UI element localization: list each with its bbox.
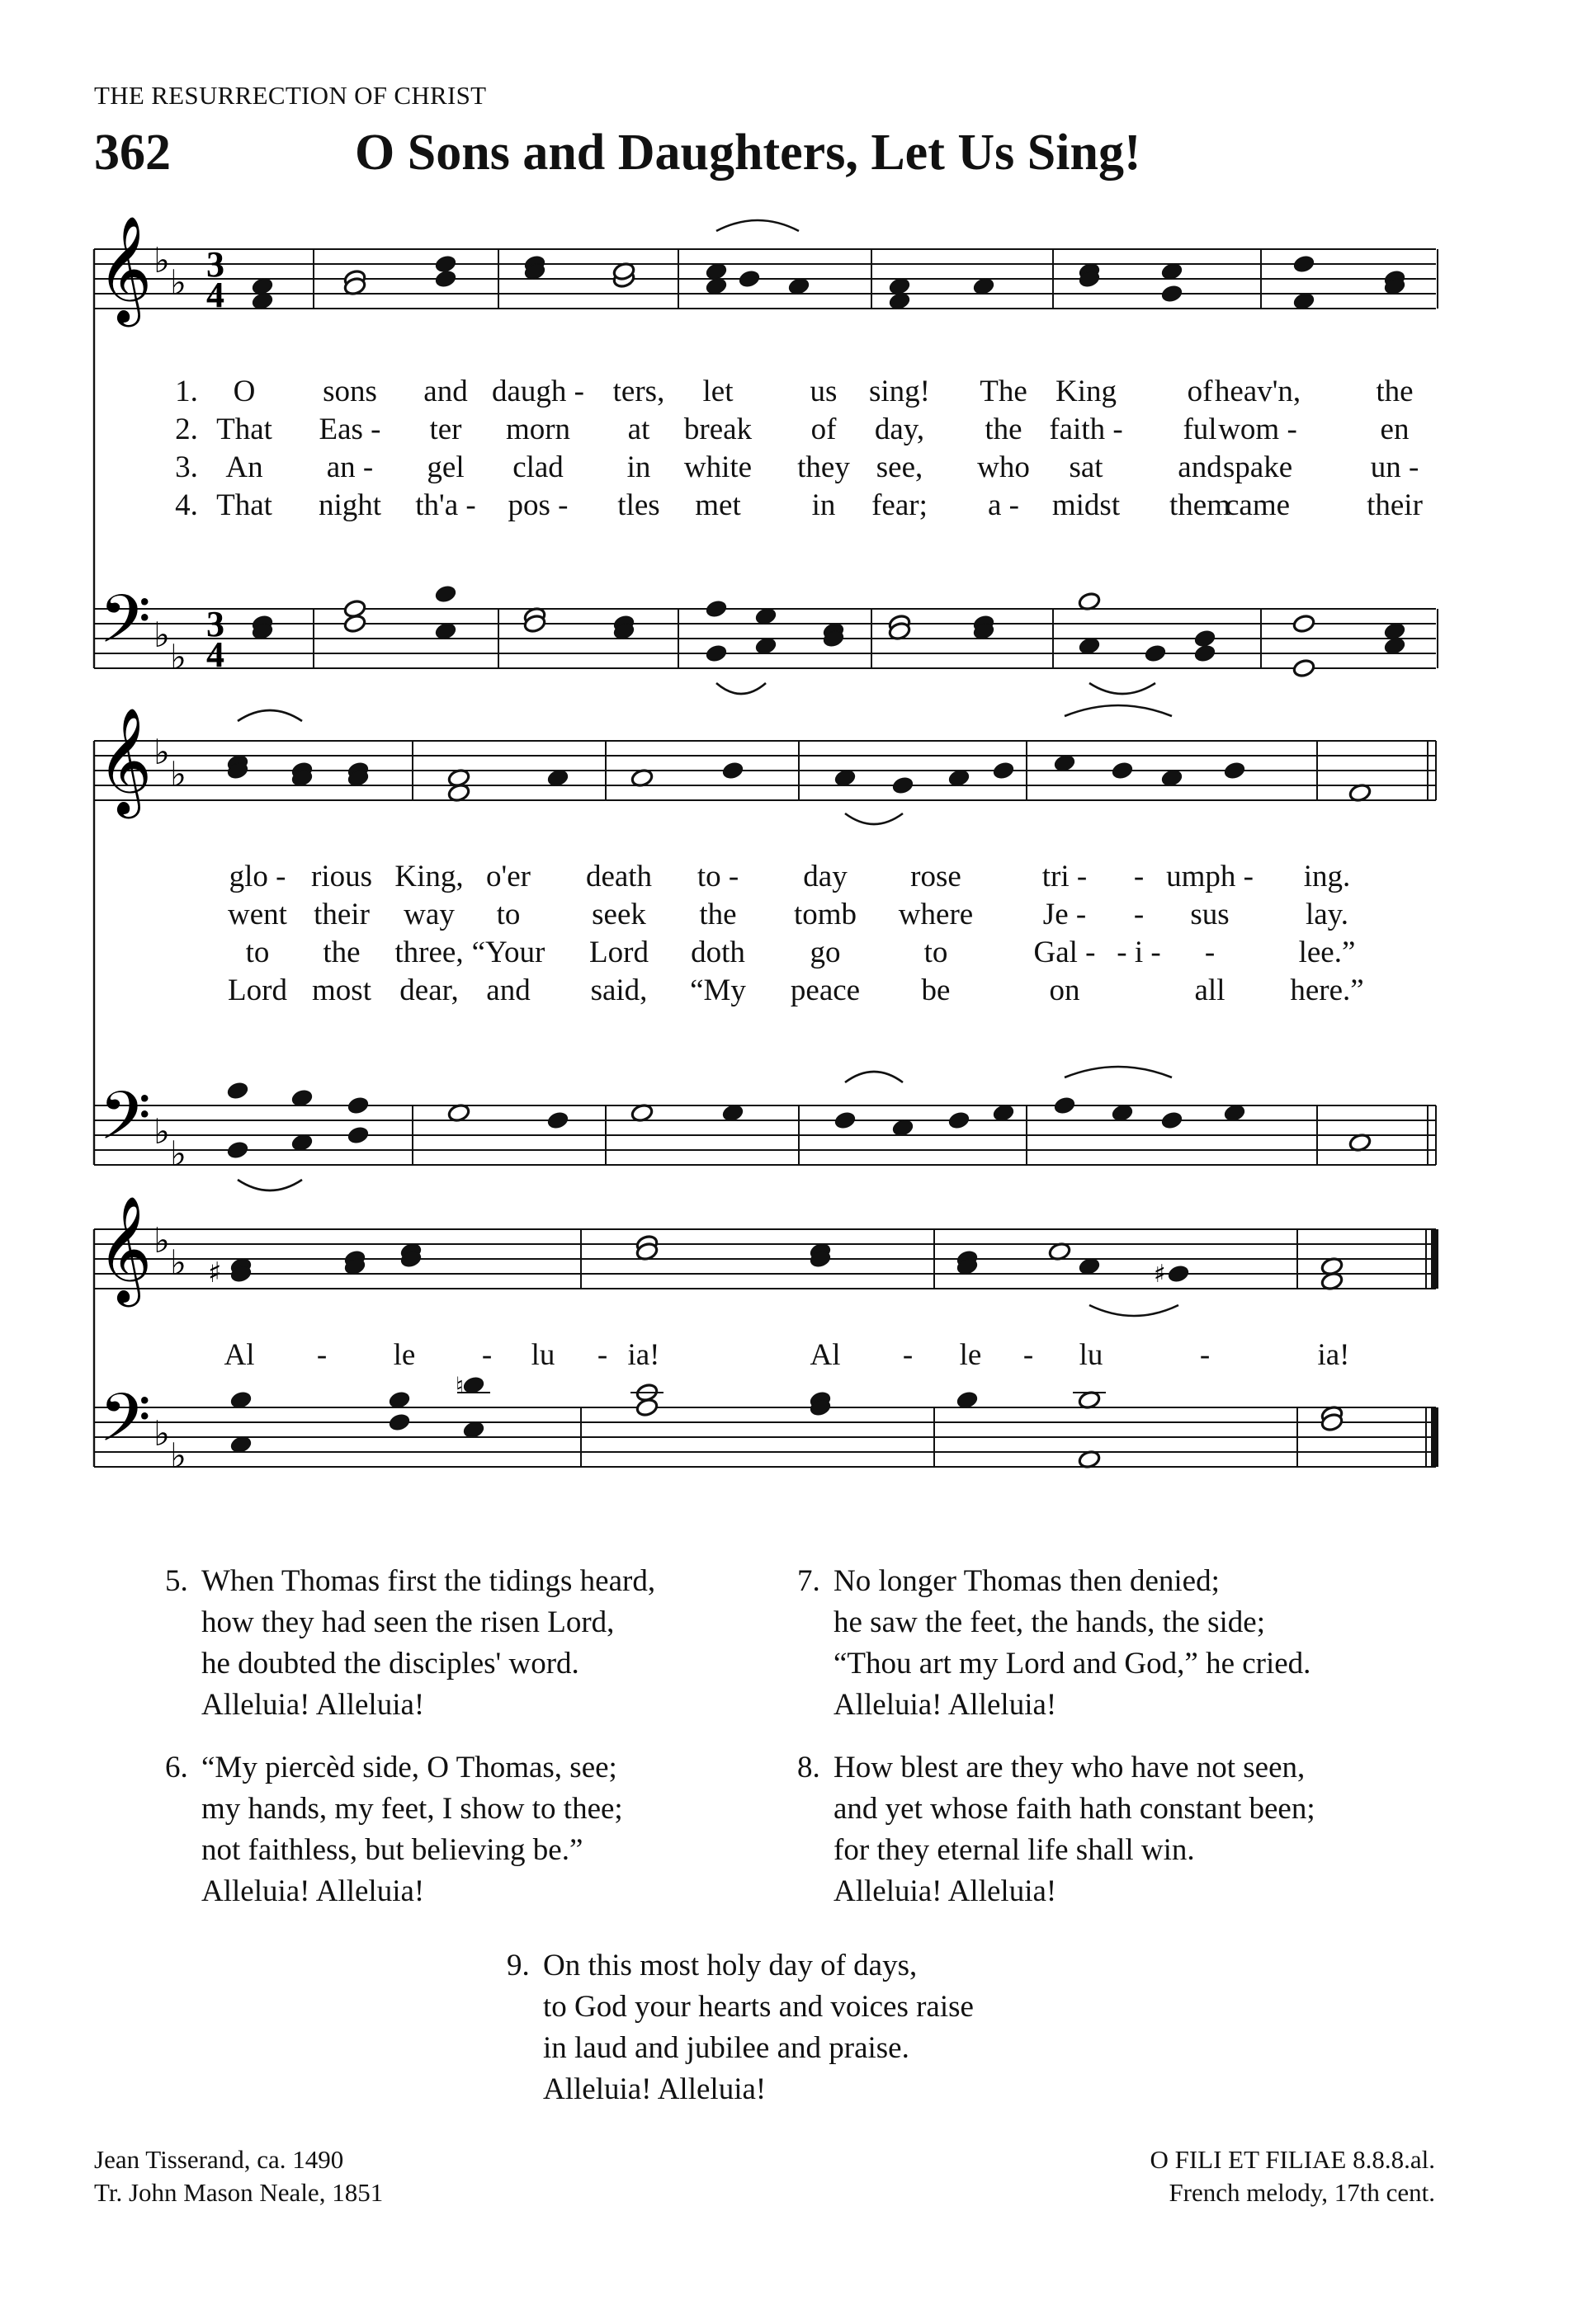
lyric-syllable: tomb [793,898,857,931]
lyric-syllable: - [902,1338,914,1372]
time-signature-top: 3 [206,244,224,285]
lyric-syllable: - [1133,860,1145,893]
lyric-syllable: Al [224,1338,255,1372]
lyric-syllable: glo - [229,860,286,893]
lyric-syllable: lu [531,1338,555,1372]
lyric-syllable: spake [1222,450,1293,484]
flat-sign-icon: ♭ [170,1435,187,1476]
translator-credit: Tr. John Mason Neale, 1851 [94,2178,384,2207]
verse-8 [797,1747,1315,1912]
note-head [347,1125,370,1145]
verse-number: 5. [165,1564,188,1598]
lyric-syllable: peace [790,973,861,1007]
note-head [992,761,1015,780]
lyric-syllable: rious [311,860,372,893]
slur [845,813,903,824]
lyric-syllable: Je - [1042,898,1087,931]
note-head [1053,1096,1076,1115]
lyric-syllable: o'er [486,860,531,893]
lyric-syllable: white [683,450,753,484]
bass-clef-icon: 𝄢 [99,1379,152,1473]
verse-line: Alleluia! Alleluia! [201,1688,425,1722]
verse-6 [165,1747,623,1912]
note-head [1193,629,1216,648]
verse-line: he doubted the disciples' word. [201,1647,579,1681]
lyric-syllable: be [921,973,951,1007]
lyric-syllable: “My [690,973,746,1007]
lyric-syllable: way [404,898,455,931]
lyric-syllable: sing! [869,375,930,408]
note-head [1223,761,1246,780]
lyric-syllable: faith - [1049,412,1123,446]
lyric-syllable: the [1376,375,1414,408]
slur [1089,683,1155,694]
lyric-syllable: came [1225,488,1291,522]
flat-sign-icon: ♭ [170,637,187,677]
lyric-syllable: ter [429,412,462,446]
lyric-syllable: ing. [1303,860,1351,893]
hymn-title: O Sons and Daughters, Let Us Sing! [355,125,1141,181]
section-label: THE RESURRECTION OF CHRIST [94,81,487,110]
lyric-syllable: ia! [627,1338,660,1372]
lyric-syllable: wom - [1218,412,1297,446]
lyric-syllable: the [699,898,737,931]
lyric-syllable: ters, [612,375,665,408]
natural-sign-icon: ♮ [456,1372,465,1399]
lyric-syllable: the [985,412,1022,446]
note-head [635,1398,659,1417]
lyric-syllable: sat [1069,450,1103,484]
note-head [721,761,744,780]
bass-clef-icon: 𝄢 [99,1077,152,1171]
lyric-syllable: a - [988,488,1019,522]
sharp-sign-icon: ♯ [208,1256,222,1289]
lyric-syllable: gel [427,450,465,484]
lyric-syllable: most [312,973,371,1007]
note-head [343,614,366,634]
verse-line: my hands, my feet, I show to thee; [201,1792,623,1826]
verse-line: How blest are they who have not seen, [834,1751,1306,1784]
lyric-syllable: to - [697,860,739,893]
flat-sign-icon: ♭ [153,1413,170,1454]
flat-sign-icon: ♭ [170,1242,187,1283]
bass-clef-icon: 𝄢 [99,581,152,675]
note-head [705,643,728,663]
lyric-syllable: midst [1051,488,1121,522]
flat-sign-icon: ♭ [153,1220,170,1261]
lyric-syllable: un - [1370,450,1419,484]
lyric-syllable: Lord [228,973,287,1007]
verse-line: not faithless, but believing be.” [201,1833,583,1867]
lyric-syllable: - i - [1117,936,1161,969]
lyric-syllable: tles [617,488,660,522]
note-head [1160,284,1183,304]
lyric-syllable: at [627,412,650,446]
verse-line: “My piercèd side, O Thomas, see; [201,1751,617,1784]
lyric-syllable: O [233,375,256,408]
verse-line: No longer Thomas then denied; [834,1564,1220,1598]
lyric-syllable: - [481,1338,493,1372]
flat-sign-icon: ♭ [153,732,170,772]
final-barline [1431,1407,1438,1467]
lyric-syllable: their [1367,488,1423,522]
lyric-syllable: us [810,375,838,408]
verse-number: 2. [175,412,198,446]
lyric-syllable: lee.” [1298,936,1356,969]
lyric-syllable: That [216,488,272,522]
lyric-syllable: - [1199,1338,1211,1372]
tune-name: O FILI ET FILIAE 8.8.8.al. [1150,2145,1435,2174]
lyric-syllable: King, [394,860,464,893]
lyric-syllable: them [1169,488,1230,522]
lyric-syllable: and [423,375,468,408]
lyric-syllable: they [797,450,850,484]
note-head [226,1140,249,1160]
verse-7 [797,1561,1310,1726]
note-head [1167,1264,1190,1284]
lyric-syllable: - [1204,936,1216,969]
lyric-syllable: their [314,898,370,931]
lyric-syllable: le [959,1338,982,1372]
treble-clef-icon: 𝄞 [97,1195,153,1303]
lyric-syllable: clad [512,450,564,484]
verse-line: When Thomas first the tidings heard, [201,1564,656,1598]
note-head [347,1096,370,1115]
lyric-syllable: Al [810,1338,841,1372]
final-barline [1431,1229,1438,1289]
slur [845,1072,903,1082]
lyric-syllable: an - [326,450,374,484]
verse-line: Alleluia! Alleluia! [201,1874,425,1908]
lyric-syllable: “Your [471,936,545,969]
note-head [1292,658,1315,678]
lyric-syllable: to [923,936,948,969]
flat-sign-icon: ♭ [170,754,187,794]
treble-clef-icon: 𝄞 [97,707,153,814]
note-head [1292,254,1315,274]
time-signature-top: 3 [206,604,224,644]
time-signature-bottom: 4 [206,634,224,675]
lyric-syllable: all [1194,973,1225,1007]
note-head [434,269,457,289]
note-head [947,1110,970,1130]
note-head [434,254,457,274]
lyric-syllable: King [1055,375,1117,408]
lyric-syllable: day, [874,412,925,446]
slur [1065,705,1172,716]
lyric-syllable: where [898,898,974,931]
lyric-syllable: heav'n, [1214,375,1301,408]
lyric-syllable: morn [505,412,571,446]
verse-number: 7. [797,1564,820,1598]
verse-line: in laud and jubilee and praise. [543,2031,909,2065]
verse-9 [507,1945,974,2110]
lyric-syllable: in [626,450,651,484]
flat-sign-icon: ♭ [153,615,170,655]
note-head [1111,761,1134,780]
verse-number: 9. [507,1949,530,1982]
lyric-syllable: said, [590,973,648,1007]
verse-line: how they had seen the risen Lord, [201,1605,615,1639]
lyric-syllable: tri - [1041,860,1088,893]
verse-line: and yet whose faith hath constant been; [834,1792,1315,1826]
time-signature-bottom: 4 [206,275,224,315]
sharp-sign-icon: ♯ [1154,1260,1166,1289]
lyric-syllable: let [702,375,734,408]
lyric-syllable: - [597,1338,608,1372]
verse-5 [165,1561,655,1726]
note-head [891,775,914,795]
lyric-syllable: The [980,375,1027,408]
author-credit: Jean Tisserand, ca. 1490 [94,2145,344,2174]
flat-sign-icon: ♭ [153,240,170,280]
verse-line: “Thou art my Lord and God,” he cried. [834,1647,1311,1681]
note-head [1193,643,1216,663]
lyric-syllable: lay. [1305,898,1349,931]
lyric-syllable: Eas - [319,412,381,446]
lyric-syllable: who [977,450,1030,484]
lyric-syllable: - [1022,1338,1034,1372]
slur [1089,1305,1178,1316]
lyric-syllable: night [318,488,382,522]
note-head [226,1081,249,1101]
lyric-syllable: lu [1079,1338,1103,1372]
lyric-syllable: three, [394,936,464,969]
lyric-syllable: to [245,936,270,969]
note-head [434,584,457,604]
lyric-syllable: ful [1183,412,1217,446]
lyric-syllable: th'a - [415,488,476,522]
note-head [834,1110,857,1130]
lyric-syllable: go [810,936,841,969]
lyric-syllable: sus [1190,898,1230,931]
note-head [1292,614,1315,634]
slur [1065,1067,1172,1077]
verse-number: 3. [175,450,198,484]
credits-text [94,2143,383,2209]
lyric-syllable: on [1049,973,1080,1007]
lyric-syllable: umph - [1166,860,1254,893]
lyric-syllable: ia! [1317,1338,1350,1372]
lyric-syllable: break [683,412,753,446]
slur [238,1180,302,1190]
lyric-syllable: dear, [399,973,459,1007]
slur [716,220,799,231]
verse-line: Alleluia! Alleluia! [543,2072,767,2106]
note-head [388,1412,411,1432]
verse-number: 4. [175,488,198,522]
verse-number: 8. [797,1751,820,1784]
flat-sign-icon: ♭ [170,262,187,303]
lyric-syllable: Lord [589,936,649,969]
note-head [705,599,728,619]
lyric-syllable: day [803,860,848,893]
lyric-syllable: to [496,898,521,931]
hymn-number: 362 [94,125,171,181]
flat-sign-icon: ♭ [153,1111,170,1152]
lyric-syllable: met [695,488,741,522]
lyric-syllable: pos - [508,488,569,522]
verse-line: Alleluia! Alleluia! [834,1688,1057,1722]
lyric-syllable: of [1187,375,1213,408]
lyric-syllable: went [228,898,287,931]
lyric-syllable: death [585,860,653,893]
lyric-syllable: en [1380,412,1410,446]
verse-line: On this most holy day of days, [543,1949,918,1982]
slur [238,710,302,721]
lyric-syllable: the [323,936,361,969]
lyric-syllable: daugh - [492,375,584,408]
flat-sign-icon: ♭ [170,1134,187,1174]
note-head [1160,1110,1183,1130]
lyric-syllable: in [811,488,836,522]
lyric-syllable: fear; [871,488,928,522]
note-head [1144,643,1167,663]
verse-line: for they eternal life shall win. [834,1833,1195,1867]
lyric-syllable: That [216,412,272,446]
lyric-syllable: seek [592,898,646,931]
lyric-syllable: of [810,412,837,446]
verse-line: Alleluia! Alleluia! [834,1874,1057,1908]
note-head [546,1110,569,1130]
lyric-syllable: - [1133,898,1145,931]
slur [716,683,766,694]
verse-number: 6. [165,1751,188,1784]
lyric-syllable: - [316,1338,328,1372]
note-head [738,269,761,289]
lyric-syllable: Gal - [1033,936,1096,969]
lyric-syllable: doth [691,936,745,969]
treble-clef-icon: 𝄞 [97,215,153,323]
verse-line: to God your hearts and voices raise [543,1990,974,2024]
verse-number: 1. [175,375,198,408]
credits-tune [1150,2143,1435,2209]
tune-source: French melody, 17th cent. [1169,2178,1435,2207]
lyric-syllable: and [1178,450,1222,484]
verse-line: he saw the feet, the hands, the side; [834,1605,1265,1639]
lyric-syllable: here.” [1290,973,1364,1007]
lyric-syllable: sons [323,375,377,408]
lyric-syllable: and [486,973,531,1007]
lyric-syllable: see, [876,450,923,484]
lyric-syllable: rose [910,860,961,893]
lyric-syllable: An [225,450,263,484]
lyric-syllable: le [393,1338,416,1372]
